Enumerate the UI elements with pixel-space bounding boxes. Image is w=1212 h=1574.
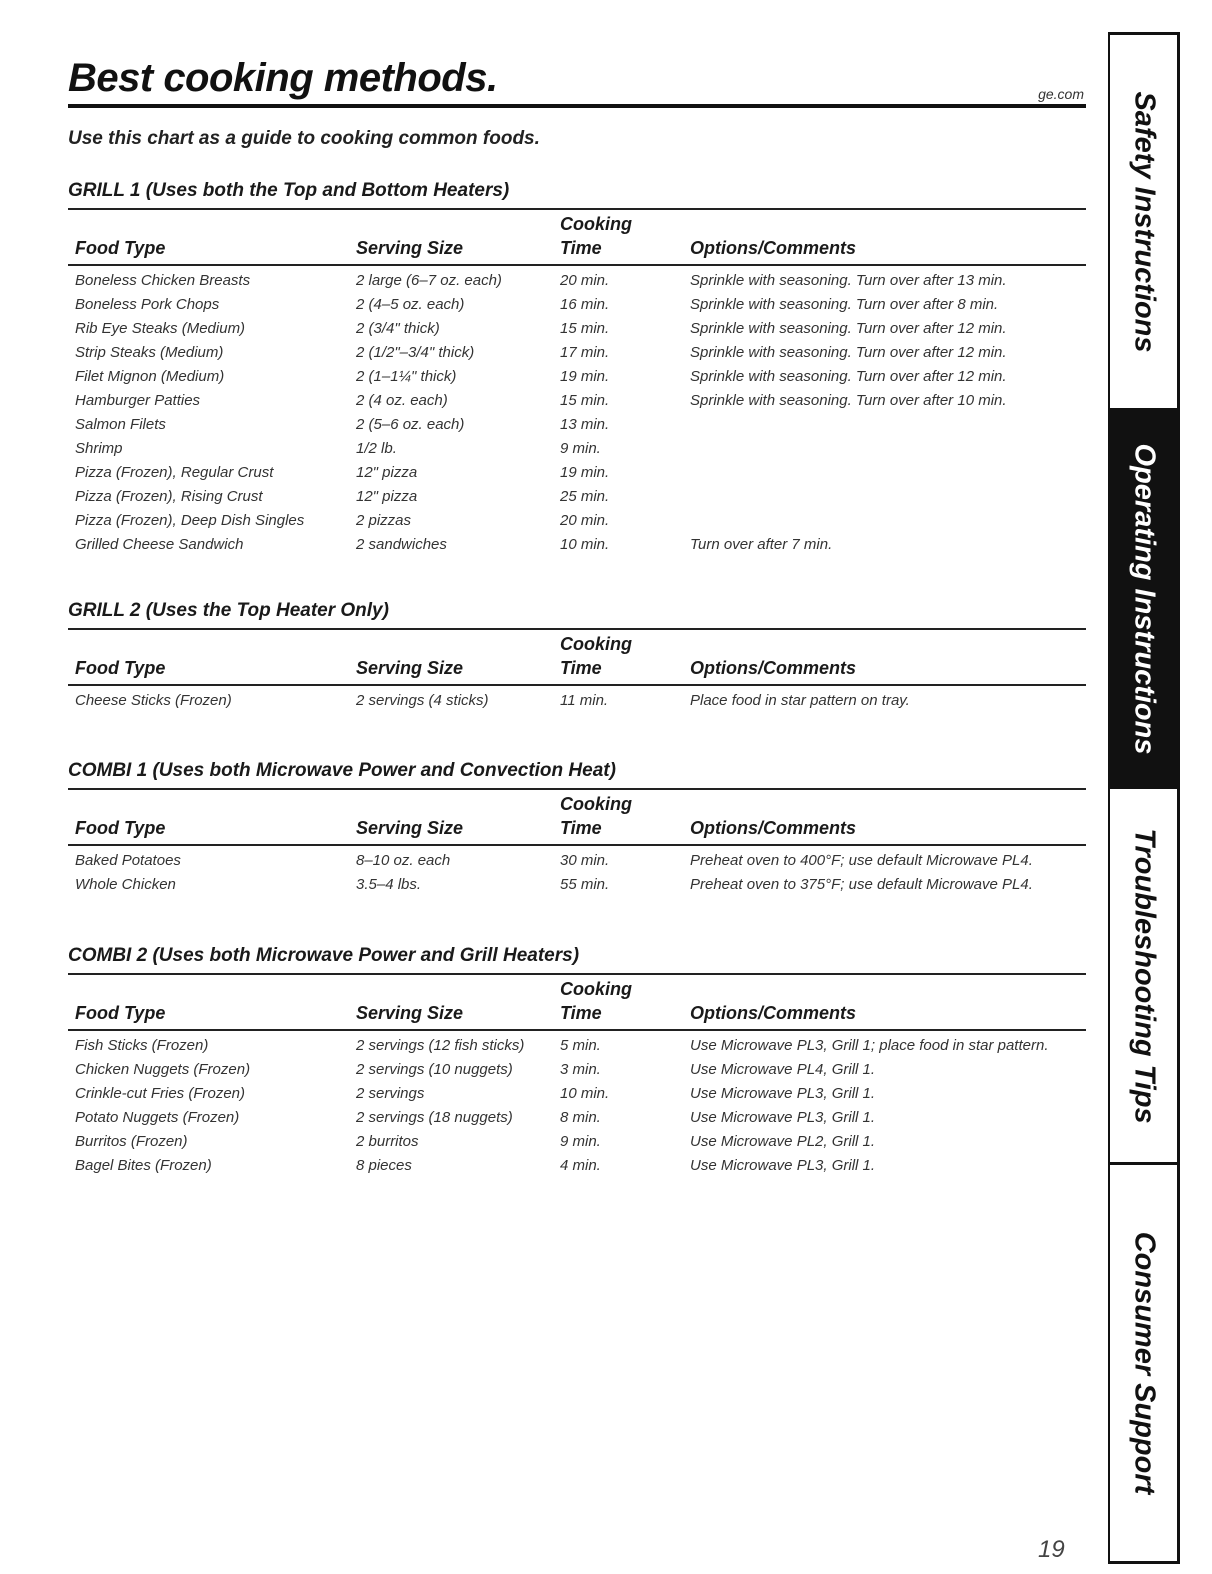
section-combi-1: [68, 760, 1086, 897]
serving-size-cell: 3.5–4 lbs.: [356, 876, 422, 893]
table-row: [68, 413, 1086, 437]
options-cell: Use Microwave PL2, Grill 1.: [690, 1133, 876, 1150]
header-cooking: Cooking: [560, 979, 632, 999]
options-cell: Place food in star pattern on tray.: [690, 692, 910, 709]
cooking-time-cell: 20 min.: [560, 272, 610, 289]
cooking-time-cell: 10 min.: [560, 1085, 610, 1102]
serving-size-cell: 2 (1/2"–3/4" thick): [356, 344, 475, 361]
table-row: [68, 293, 1086, 317]
serving-size-cell: 2 servings (4 sticks): [356, 692, 489, 709]
food-type-cell: Chicken Nuggets (Frozen): [75, 1061, 251, 1078]
food-type-cell: Cheese Sticks (Frozen): [75, 692, 232, 709]
table-row: [68, 317, 1086, 341]
cooking-time-cell: 25 min.: [560, 488, 610, 505]
serving-size-cell: 2 pizzas: [356, 512, 412, 529]
header-time: Time: [560, 1003, 602, 1023]
serving-size-cell: 2 burritos: [356, 1133, 419, 1150]
table-header: [68, 630, 1086, 686]
header-serving-size: Serving Size: [356, 238, 464, 258]
serving-size-cell: 1/2 lb.: [356, 440, 397, 457]
serving-size-cell: 2 servings: [356, 1085, 425, 1102]
page-title: Best cooking methods.: [68, 56, 498, 100]
food-type-cell: Boneless Chicken Breasts: [75, 272, 251, 289]
section-grill-1: [68, 180, 1086, 557]
serving-size-cell: 2 (4–5 oz. each): [356, 296, 465, 313]
food-type-cell: Filet Mignon (Medium): [75, 368, 225, 385]
cooking-time-cell: 15 min.: [560, 392, 610, 409]
table-row: [68, 437, 1086, 461]
options-cell: Preheat oven to 400°F; use default Microwave PL4.: [690, 852, 1033, 869]
header-food-type: Food Type: [75, 658, 166, 678]
table-row: [68, 461, 1086, 485]
cooking-time-cell: 8 min.: [560, 1109, 601, 1126]
section-title: COMBI 2 (Uses both Microwave Power and Grill Heaters): [68, 945, 580, 966]
tab-label: Safety Instructions: [1128, 90, 1160, 353]
section-grill-2: [68, 600, 1086, 713]
cooking-time-cell: 15 min.: [560, 320, 610, 337]
table-body: [68, 846, 1086, 897]
food-type-cell: Rib Eye Steaks (Medium): [75, 320, 246, 337]
serving-size-cell: 2 (4 oz. each): [356, 392, 448, 409]
table-row: [68, 269, 1086, 293]
options-cell: Turn over after 7 min.: [690, 536, 833, 553]
cooking-time-cell: 11 min.: [560, 692, 609, 709]
food-type-cell: Whole Chicken: [75, 876, 176, 893]
table-row: [68, 389, 1086, 413]
header-serving-size: Serving Size: [356, 658, 464, 678]
food-type-cell: Burritos (Frozen): [75, 1133, 188, 1150]
food-type-cell: Boneless Pork Chops: [75, 296, 220, 313]
table-body: [68, 1031, 1086, 1178]
intro-text: Use this chart as a guide to cooking common foods.: [68, 128, 540, 149]
header-cooking: Cooking: [560, 214, 632, 234]
cooking-time-cell: 17 min.: [560, 344, 610, 361]
header-time: Time: [560, 658, 602, 678]
header-cooking: Cooking: [560, 634, 632, 654]
header-time: Time: [560, 818, 602, 838]
cooking-time-cell: 5 min.: [560, 1037, 601, 1054]
cooking-time-cell: 9 min.: [560, 1133, 601, 1150]
serving-size-cell: 8–10 oz. each: [356, 852, 451, 869]
header-cooking: Cooking: [560, 794, 632, 814]
table-row: [68, 365, 1086, 389]
options-cell: Preheat oven to 375°F; use default Microwave PL4.: [690, 876, 1033, 893]
header-time: Time: [560, 238, 602, 258]
table-row: [68, 1034, 1086, 1058]
table-body: [68, 266, 1086, 557]
options-cell: Use Microwave PL3, Grill 1.: [690, 1085, 876, 1102]
tab-safety-instructions[interactable]: [1110, 35, 1177, 411]
header-food-type: Food Type: [75, 818, 166, 838]
food-type-cell: Fish Sticks (Frozen): [75, 1037, 209, 1054]
table-row: [68, 341, 1086, 365]
cooking-time-cell: 9 min.: [560, 440, 601, 457]
serving-size-cell: 2 (5–6 oz. each): [356, 416, 465, 433]
header-food-type: Food Type: [75, 1003, 166, 1023]
site-url: ge.com: [1038, 86, 1084, 102]
title-rule: [68, 104, 1086, 108]
options-cell: Use Microwave PL3, Grill 1.: [690, 1109, 876, 1126]
serving-size-cell: 12" pizza: [356, 464, 418, 481]
cooking-time-cell: 10 min.: [560, 536, 610, 553]
page-number: 19: [1038, 1536, 1065, 1563]
table-row: [68, 1106, 1086, 1130]
cooking-time-cell: 13 min.: [560, 416, 610, 433]
options-cell: Sprinkle with seasoning. Turn over after 12 min.: [690, 320, 1007, 337]
food-type-cell: Hamburger Patties: [75, 392, 201, 409]
header-serving-size: Serving Size: [356, 1003, 464, 1023]
tab-troubleshooting-tips[interactable]: [1110, 789, 1177, 1165]
table-row: [68, 689, 1086, 713]
section-title: GRILL 2 (Uses the Top Heater Only): [68, 600, 389, 621]
header-food-type: Food Type: [75, 238, 166, 258]
serving-size-cell: 2 servings (12 fish sticks): [356, 1037, 525, 1054]
food-type-cell: Shrimp: [75, 440, 123, 457]
header-options: Options/Comments: [690, 238, 857, 258]
food-type-cell: Strip Steaks (Medium): [75, 344, 224, 361]
serving-size-cell: 8 pieces: [356, 1157, 412, 1174]
section-tabs: [1108, 32, 1180, 1564]
table-row: [68, 1130, 1086, 1154]
table-row: [68, 873, 1086, 897]
food-type-cell: Grilled Cheese Sandwich: [75, 536, 244, 553]
table-row: [68, 1082, 1086, 1106]
food-type-cell: Salmon Filets: [75, 416, 166, 433]
table-row: [68, 1154, 1086, 1178]
header-serving-size: Serving Size: [356, 818, 464, 838]
options-cell: Sprinkle with seasoning. Turn over after 12 min.: [690, 344, 1007, 361]
cooking-time-cell: 30 min.: [560, 852, 610, 869]
table-body: [68, 686, 1086, 713]
serving-size-cell: 2 (1–1¼" thick): [356, 368, 457, 385]
section-title: COMBI 1 (Uses both Microwave Power and Convection Heat): [68, 760, 616, 781]
section-title: GRILL 1 (Uses both the Top and Bottom Heaters): [68, 180, 510, 201]
food-type-cell: Pizza (Frozen), Deep Dish Singles: [75, 512, 305, 529]
cooking-time-cell: 19 min.: [560, 368, 610, 385]
table-header: [68, 790, 1086, 846]
options-cell: Use Microwave PL3, Grill 1.: [690, 1157, 876, 1174]
table-row: [68, 849, 1086, 873]
options-cell: Sprinkle with seasoning. Turn over after 10 min.: [690, 392, 1007, 409]
cooking-time-cell: 55 min.: [560, 876, 610, 893]
table-header: [68, 210, 1086, 266]
serving-size-cell: 2 servings (10 nuggets): [356, 1061, 513, 1078]
serving-size-cell: 12" pizza: [356, 488, 418, 505]
food-type-cell: Bagel Bites (Frozen): [75, 1157, 212, 1174]
tab-label: Consumer Support: [1128, 1231, 1160, 1495]
tab-label: Operating Instructions: [1128, 443, 1160, 754]
food-type-cell: Potato Nuggets (Frozen): [75, 1109, 240, 1126]
tab-label: Troubleshooting Tips: [1128, 827, 1160, 1124]
cooking-time-cell: 19 min.: [560, 464, 610, 481]
options-cell: Use Microwave PL4, Grill 1.: [690, 1061, 876, 1078]
section-combi-2: [68, 945, 1086, 1178]
options-cell: Use Microwave PL3, Grill 1; place food in star pattern.: [690, 1037, 1049, 1054]
header-options: Options/Comments: [690, 658, 857, 678]
serving-size-cell: 2 (3/4" thick): [356, 320, 440, 337]
serving-size-cell: 2 servings (18 nuggets): [356, 1109, 513, 1126]
cooking-time-cell: 3 min.: [560, 1061, 601, 1078]
food-type-cell: Crinkle-cut Fries (Frozen): [75, 1085, 246, 1102]
header-options: Options/Comments: [690, 1003, 857, 1023]
serving-size-cell: 2 large (6–7 oz. each): [356, 272, 502, 289]
food-type-cell: Pizza (Frozen), Regular Crust: [75, 464, 274, 481]
cooking-time-cell: 16 min.: [560, 296, 610, 313]
options-cell: Sprinkle with seasoning. Turn over after 12 min.: [690, 368, 1007, 385]
options-cell: Sprinkle with seasoning. Turn over after 8 min.: [690, 296, 999, 313]
table-row: [68, 509, 1086, 533]
table-row: [68, 533, 1086, 557]
table-row: [68, 1058, 1086, 1082]
food-type-cell: Baked Potatoes: [75, 852, 181, 869]
cooking-time-cell: 4 min.: [560, 1157, 601, 1174]
tab-operating-instructions[interactable]: [1110, 411, 1177, 789]
options-cell: Sprinkle with seasoning. Turn over after 13 min.: [690, 272, 1007, 289]
tab-consumer-support[interactable]: [1110, 1165, 1177, 1561]
table-header: [68, 975, 1086, 1031]
header-options: Options/Comments: [690, 818, 857, 838]
table-row: [68, 485, 1086, 509]
food-type-cell: Pizza (Frozen), Rising Crust: [75, 488, 263, 505]
cooking-time-cell: 20 min.: [560, 512, 610, 529]
serving-size-cell: 2 sandwiches: [356, 536, 447, 553]
